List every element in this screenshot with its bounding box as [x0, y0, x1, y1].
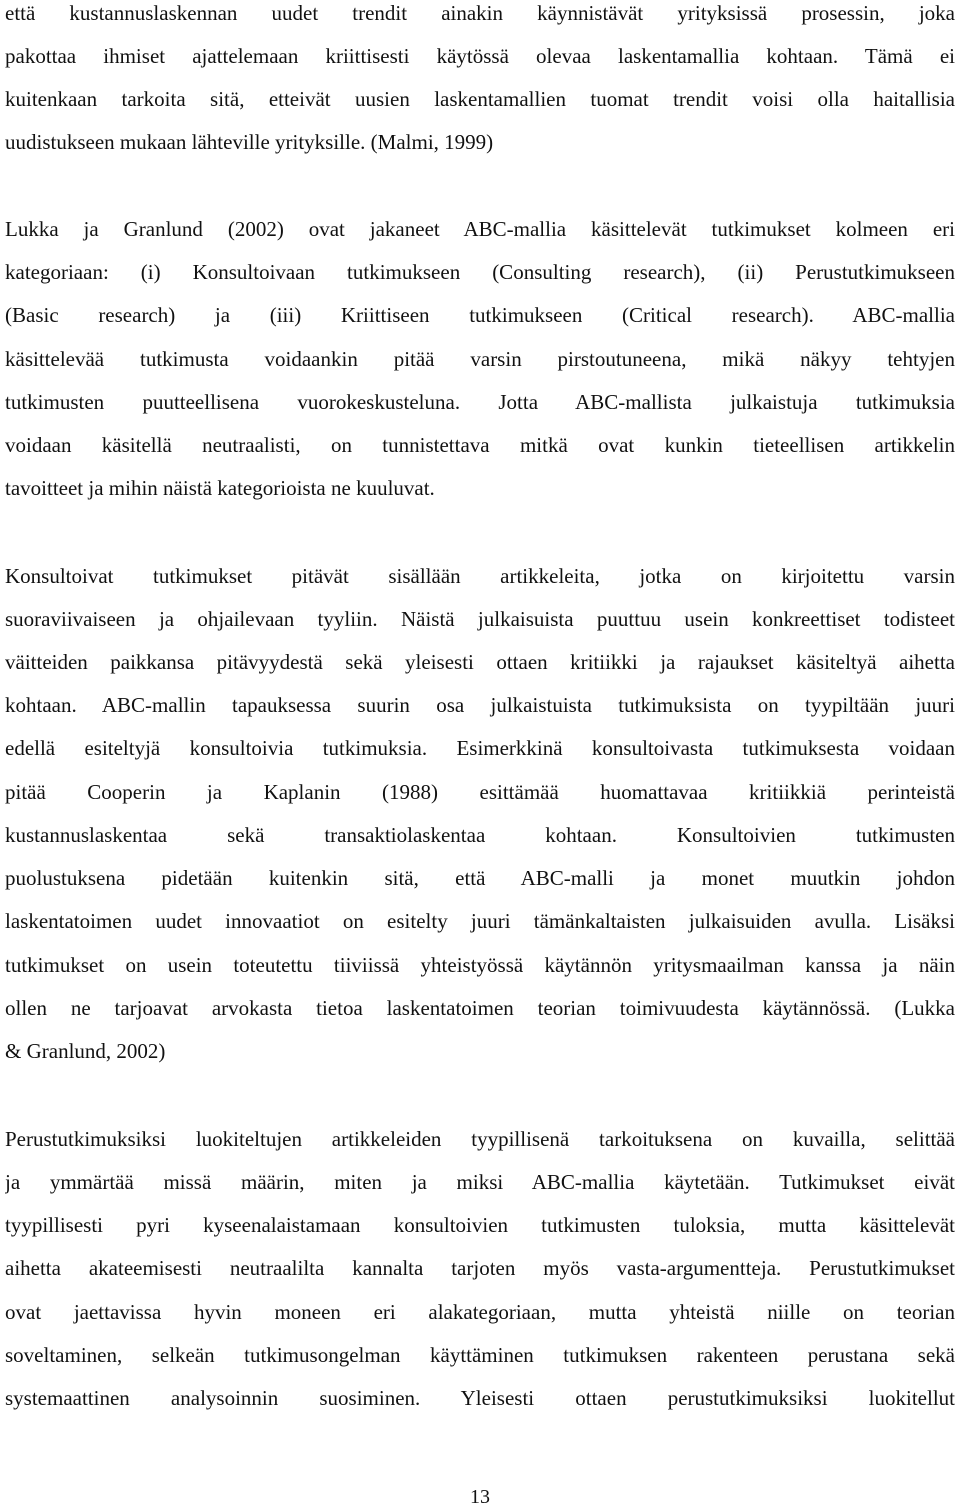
paragraph-3-line-9: laskentatoimen uudet innovaatiot on esitelty juuri tämänkaltaisten julkaisuiden avulla. Lisäksi [5, 909, 955, 933]
paragraph-1-line-1: että kustannuslaskennan uudet trendit ainakin käynnistävät yrityksissä prosessin, joka [5, 1, 955, 25]
paragraph-2-line-2: kategoriaan: (i) Konsultoivaan tutkimukseen (Consulting research), (ii) Perustutkimukseen [5, 260, 955, 284]
paragraph-3-line-5: edellä esiteltyjä konsultoivia tutkimuksia. Esimerkkinä konsultoivasta tutkimuksesta voidaan [5, 736, 955, 760]
paragraph-3-line-8: puolustuksena pidetään kuitenkin sitä, että ABC-malli ja monet muutkin johdon [5, 866, 955, 890]
paragraph-4-line-1: Perustutkimuksiksi luokiteltujen artikkeleiden tyypillisenä tarkoituksena on kuvailla, selittää [5, 1127, 955, 1151]
paragraph-4-line-3: tyypillisesti pyri kyseenalaistamaan konsultoivien tutkimusten tuloksia, mutta käsittelevät [5, 1213, 955, 1237]
paragraph-2-line-7: tavoitteet ja mihin näistä kategorioista ne kuuluvat. [5, 476, 435, 500]
paragraph-3-line-10: tutkimukset on usein toteutettu tiiviissä yhteistyössä käytännön yritysmaailman kanssa ja näin [5, 953, 955, 977]
paragraph-3-line-4: kohtaan. ABC-mallin tapauksessa suurin osa julkaistuista tutkimuksista on tyypiltään juuri [5, 693, 955, 717]
paragraph-4-line-4: aihetta akateemisesti neutraalilta kannalta tarjoten myös vasta-argumentteja. Perustutkimukset [5, 1256, 955, 1280]
paragraph-3-line-6: pitää Cooperin ja Kaplanin (1988) esittämää huomattavaa kritiikkiä perinteistä [5, 780, 955, 804]
paragraph-3-line-7: kustannuslaskentaa sekä transaktiolaskentaa kohtaan. Konsultoivien tutkimusten [5, 823, 955, 847]
page-number: 13 [470, 1486, 490, 1508]
paragraph-3-line-12: & Granlund, 2002) [5, 1039, 166, 1063]
paragraph-2-line-5: tutkimusten puutteellisena vuorokeskusteluna. Jotta ABC-mallista julkaistuja tutkimuksia [5, 390, 955, 414]
paragraph-4-line-6: soveltaminen, selkeän tutkimusongelman käyttäminen tutkimuksen rakenteen perustana sekä [5, 1343, 955, 1367]
paragraph-2-line-6: voidaan käsitellä neutraalisti, on tunnistettava mitkä ovat kunkin tieteellisen artikkelin [5, 433, 955, 457]
paragraph-2-line-3: (Basic research) ja (iii) Kriittiseen tutkimukseen (Critical research). ABC-mallia [5, 303, 955, 327]
paragraph-3-line-1: Konsultoivat tutkimukset pitävät sisällään artikkeleita, jotka on kirjoitettu varsin [5, 564, 955, 588]
paragraph-1-line-4: uudistukseen mukaan lähteville yrityksille. (Malmi, 1999) [5, 130, 494, 154]
paragraph-2-line-4: käsittelevää tutkimusta voidaankin pitää varsin pirstoutuneena, mikä näkyy tehtyjen [5, 347, 955, 371]
paragraph-1-line-3: kuitenkaan tarkoita sitä, etteivät uusien laskentamallien tuomat trendit voisi olla haitallisia [5, 87, 955, 111]
paragraph-3-line-11: ollen ne tarjoavat arvokasta tietoa laskentatoimen teorian toimivuudesta käytännössä. (Lukka [5, 996, 955, 1020]
paragraph-4-line-5: ovat jaettavissa hyvin moneen eri alakategoriaan, mutta yhteistä niille on teorian [5, 1300, 955, 1324]
paragraph-1-line-2: pakottaa ihmiset ajattelemaan kriittisesti käytössä olevaa laskentamallia kohtaan. Tämä ei [5, 44, 955, 68]
paragraph-3-line-2: suoraviivaiseen ja ohjailevaan tyyliin. Näistä julkaisuista puuttuu usein konkreettiset todisteet [5, 607, 955, 631]
paragraph-2-line-1: Lukka ja Granlund (2002) ovat jakaneet ABC-mallia käsittelevät tutkimukset kolmeen eri [5, 217, 955, 241]
paragraph-3-line-3: väitteiden paikkansa pitävyydestä sekä yleisesti ottaen kritiikki ja rajaukset käsiteltyä aihetta [5, 650, 955, 674]
paragraph-4-line-2: ja ymmärtää missä määrin, miten ja miksi ABC-mallia käytetään. Tutkimukset eivät [5, 1170, 955, 1194]
paragraph-4-line-7: systemaattinen analysoinnin suosiminen. Yleisesti ottaen perustutkimuksiksi luokitellut [5, 1386, 955, 1410]
